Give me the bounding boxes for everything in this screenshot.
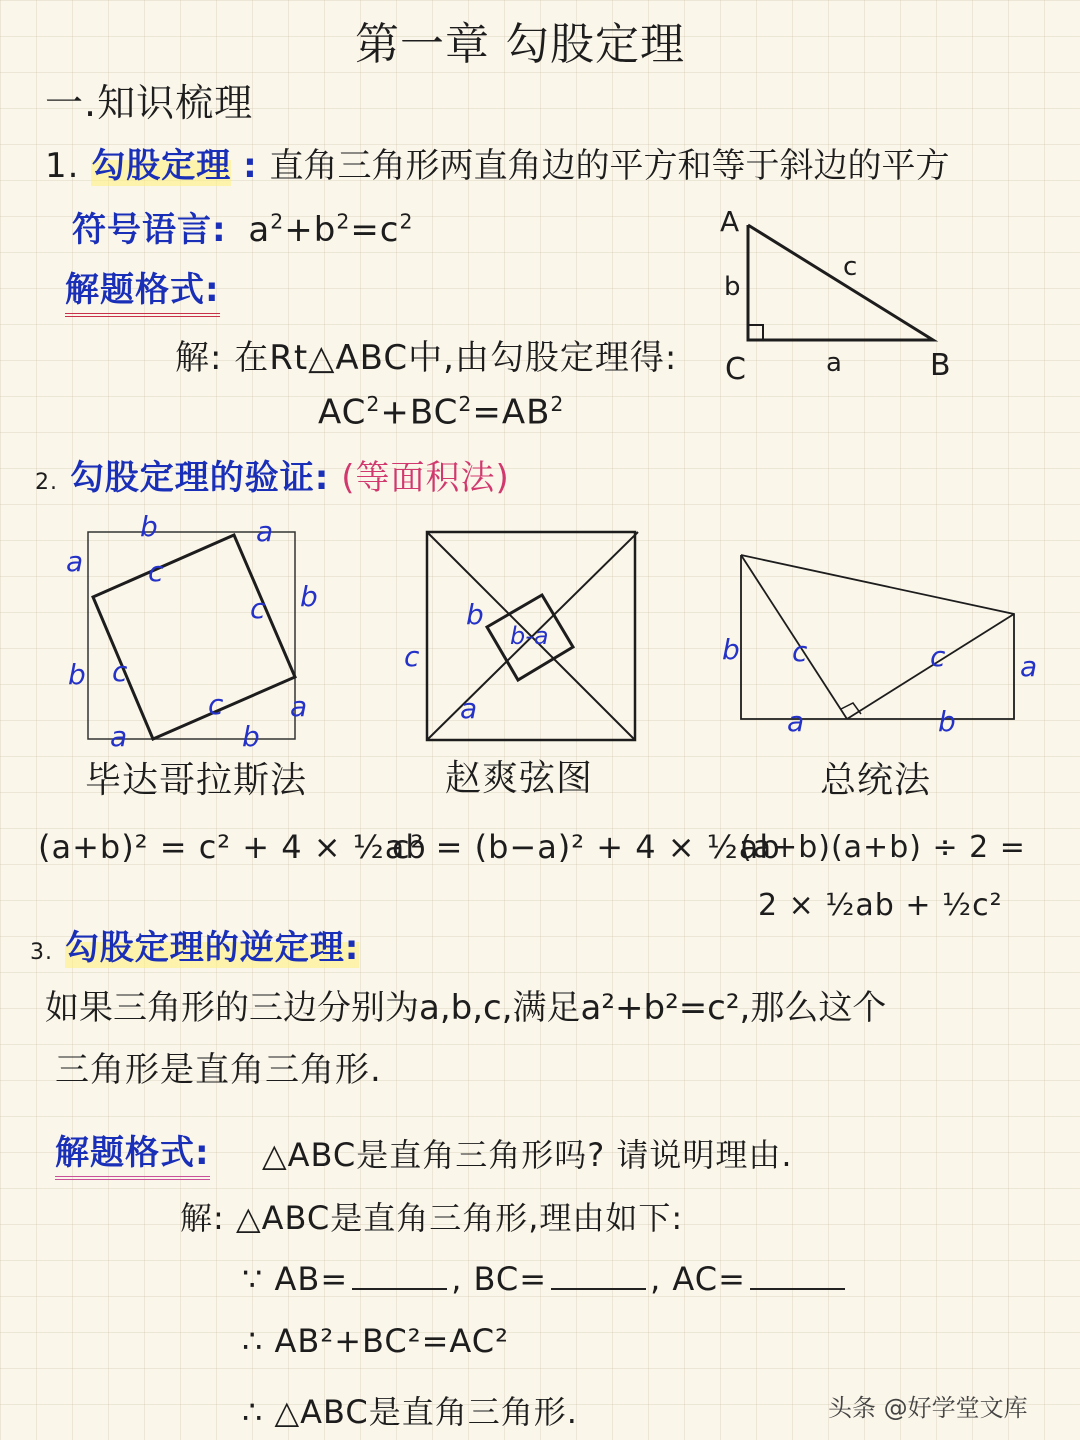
formula-b: +b: [284, 210, 337, 250]
vertex-b: B: [930, 348, 952, 383]
converse-format-label: 解题格式:: [55, 1125, 210, 1180]
pyth-label-b-bottom: b: [242, 720, 260, 753]
converse-answer: 解: △ABC是直角三角形,理由如下:: [180, 1199, 684, 1237]
side-a-label: a: [826, 348, 843, 378]
format-label: 解题格式:: [65, 262, 220, 317]
pyth-label-c3: c: [112, 655, 128, 688]
symbol-label: 符号语言:: [72, 210, 227, 250]
side-b-label: b: [724, 272, 742, 302]
pres-label-a-bottom: a: [787, 705, 805, 738]
eq-bc: +BC: [380, 392, 459, 433]
formula-c: =c: [350, 210, 400, 250]
zhao-label-a: a: [460, 692, 478, 725]
sup: 2: [550, 392, 565, 416]
page-title: 第一章 勾股定理: [355, 19, 685, 70]
eq-ab: =AB: [472, 392, 551, 433]
pres-label-b-bottom: b: [938, 705, 956, 738]
item-number: 2.: [35, 470, 58, 495]
therefore-equation: ∴ AB²+BC²=AC²: [242, 1322, 509, 1360]
pres-label-a-right: a: [1020, 650, 1038, 683]
pyth-label-a-right: a: [290, 690, 308, 723]
pyth-label-a-left: a: [66, 545, 84, 578]
sup: 2: [458, 392, 473, 416]
pyth-label-c4: c: [208, 688, 224, 721]
bc-label: , BC=: [451, 1260, 548, 1298]
formula-pythagoras: (a+b)² = c² + 4 × ½ab: [38, 828, 427, 866]
verification-label: 勾股定理的验证:: [69, 458, 330, 498]
section-heading-knowledge: 一.知识梳理: [45, 81, 254, 125]
ab-blank[interactable]: [352, 1288, 447, 1290]
item-number: 1.: [45, 146, 80, 186]
pyth-label-b-top: b: [140, 510, 158, 543]
zhao-label-b-minus-a: b-a: [510, 622, 549, 650]
ac-blank[interactable]: [750, 1288, 845, 1290]
method-name-president: 总统法: [820, 760, 932, 801]
method-name-pythagoras: 毕达哥拉斯法: [85, 760, 308, 801]
zhao-label-c: c: [404, 640, 420, 673]
converse-label: 勾股定理的逆定理:: [64, 928, 360, 968]
pres-label-c-right: c: [930, 640, 946, 673]
pyth-label-c2: c: [250, 592, 266, 625]
sup: 2: [399, 209, 414, 234]
item-number: 3.: [30, 940, 53, 965]
colon: :: [243, 146, 258, 186]
therefore-conclusion: ∴ △ABC是直角三角形.: [242, 1393, 578, 1431]
theorem-definition: 直角三角形两直角边的平方和等于斜边的平方: [269, 146, 950, 186]
pyth-label-a-bottom: a: [110, 720, 128, 753]
vertex-c: C: [725, 352, 747, 387]
bc-blank[interactable]: [551, 1288, 646, 1290]
theorem-label: 勾股定理: [91, 146, 232, 186]
sup: 2: [336, 209, 351, 234]
formula-president-line2: 2 × ½ab + ½c²: [758, 888, 1003, 923]
eq-ac: AC: [318, 392, 367, 433]
pyth-label-c1: c: [148, 555, 164, 588]
pyth-label-a-top: a: [256, 515, 274, 548]
method-name-zhao-shuang: 赵爽弦图: [445, 758, 594, 799]
pyth-label-b-right: b: [300, 580, 318, 613]
solution-line: 解: 在Rt△ABC中,由勾股定理得:: [175, 338, 678, 378]
watermark: 头条 @好学堂文库: [828, 1394, 1028, 1422]
converse-statement-line1: 如果三角形的三边分别为a,b,c,满足a²+b²=c²,那么这个: [45, 988, 887, 1028]
converse-statement-line2: 三角形是直角三角形.: [55, 1050, 382, 1090]
pyth-label-b-left: b: [68, 658, 86, 691]
because-line: [242, 1260, 849, 1298]
ab-label: ∵ AB=: [242, 1260, 349, 1298]
formula-zhao-shuang: c² = (b−a)² + 4 × ½ab: [392, 828, 781, 866]
vertex-a: A: [720, 205, 741, 238]
pres-label-b-left: b: [722, 633, 740, 666]
formula-a: a: [248, 210, 271, 250]
side-c-label: c: [843, 252, 859, 282]
pres-label-c-left: c: [792, 635, 808, 668]
equal-area-note: (等面积法): [341, 458, 510, 498]
sup: 2: [366, 392, 381, 416]
formula-president-line1: (a+b)(a+b) ÷ 2 =: [740, 830, 1026, 865]
converse-question: △ABC是直角三角形吗? 请说明理由.: [262, 1136, 793, 1174]
zhao-label-b: b: [466, 598, 484, 631]
ac-label: , AC=: [650, 1260, 746, 1298]
sup: 2: [270, 209, 285, 234]
converse-heading: [30, 920, 359, 969]
